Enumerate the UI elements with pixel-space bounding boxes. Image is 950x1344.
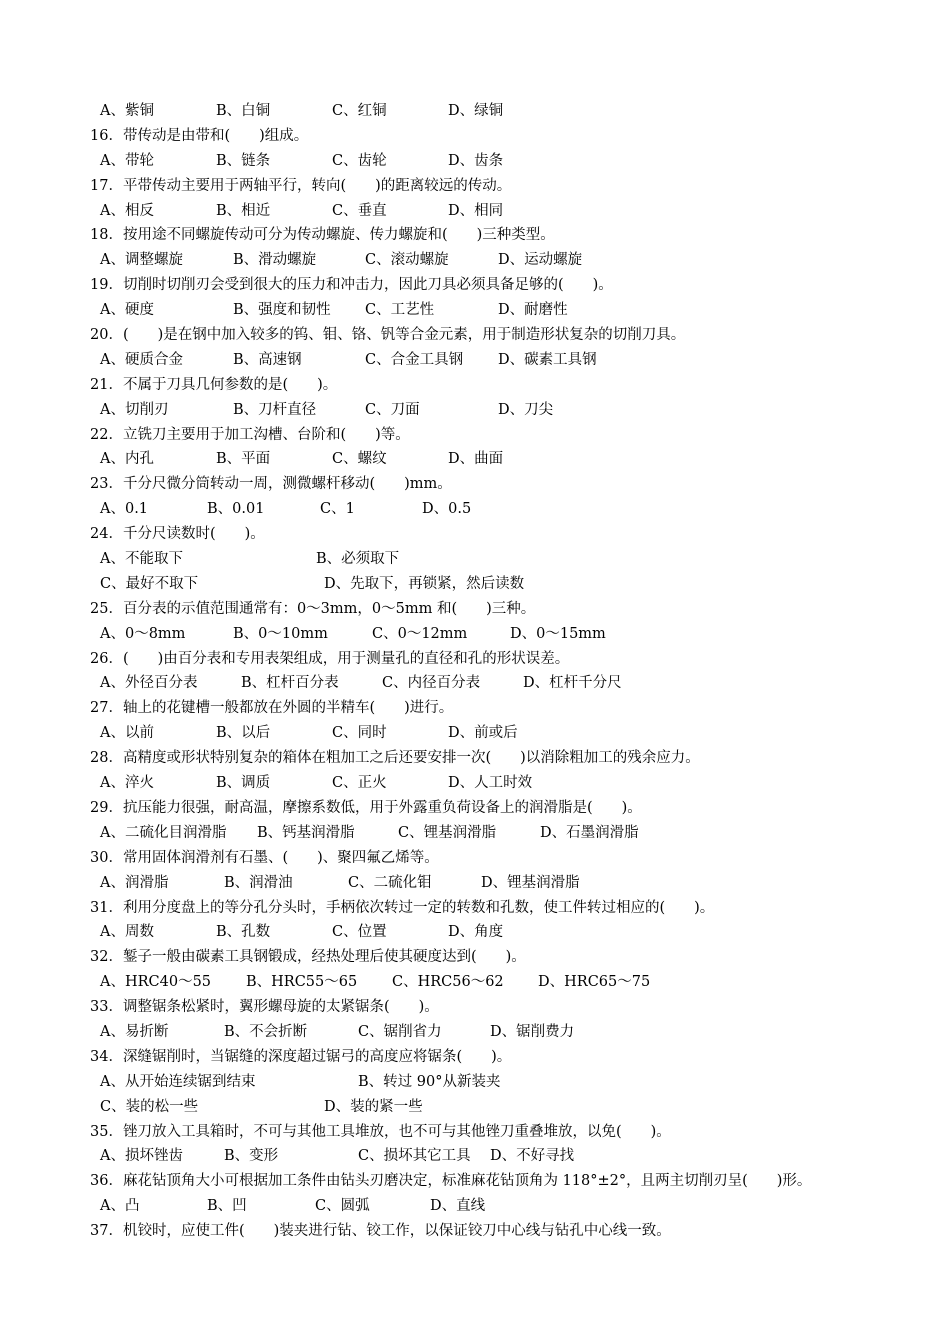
answer-option: A、0.1 <box>100 501 149 518</box>
answer-option: B、必须取下 <box>316 551 400 568</box>
question-text: 19．切削时切削刃会受到很大的压力和冲击力，因此刀具必须具备足够的( )。 <box>90 277 613 294</box>
question-text: 23．千分尺微分筒转动一周，测微螺杆移动( )mm。 <box>90 476 452 493</box>
answer-option: D、齿条 <box>448 152 504 169</box>
answer-options <box>90 1070 930 1095</box>
answer-options <box>90 447 930 472</box>
answer-options <box>90 348 930 373</box>
answer-option: C、内径百分表 <box>382 675 481 692</box>
answer-option: A、外径百分表 <box>100 675 198 692</box>
question-text: 34．深缝锯削时，当锯缝的深度超过锯弓的高度应将锯条( )。 <box>90 1048 512 1065</box>
answer-option: A、HRC40～55 <box>100 974 212 991</box>
question-text: 27．轴上的花键槽一般都放在外圆的半精车( )进行。 <box>90 700 454 717</box>
answer-option: C、1 <box>320 501 355 518</box>
answer-options <box>90 149 930 174</box>
answer-option: B、链条 <box>216 152 271 169</box>
answer-option: C、齿轮 <box>332 152 387 169</box>
answer-option: A、相反 <box>100 202 154 219</box>
answer-option: B、润滑油 <box>224 874 293 891</box>
answer-option: C、损坏其它工具 <box>358 1148 471 1165</box>
question-text: 31．利用分度盘上的等分孔分头时，手柄依次转过一定的转数和孔数，使工件转过相应的( )。 <box>90 899 715 916</box>
question-text: 21．不属于刀具几何参数的是( )。 <box>90 376 338 393</box>
answer-option: D、相同 <box>448 202 504 219</box>
question-text: 26．( )由百分表和专用表架组成，用于测量孔的直径和孔的形状误差。 <box>90 650 570 667</box>
question-text: 30．常用固体润滑剂有石墨、( )、聚四氟乙烯等。 <box>90 849 439 866</box>
answer-option: C、HRC56～62 <box>392 974 504 991</box>
answer-option: C、垂直 <box>332 202 387 219</box>
answer-option: D、曲面 <box>448 451 504 468</box>
answer-options <box>90 99 930 124</box>
answer-option: D、杠杆千分尺 <box>523 675 622 692</box>
answer-option: A、紫铜 <box>100 103 154 119</box>
answer-options <box>90 821 930 846</box>
answer-options <box>90 1095 930 1120</box>
answer-option: B、钙基润滑脂 <box>257 824 355 841</box>
answer-option: A、以前 <box>100 725 154 742</box>
answer-option: B、滑动螺旋 <box>233 252 317 269</box>
answer-option: D、装的紧一些 <box>324 1098 423 1115</box>
answer-option: A、切削刃 <box>100 401 169 418</box>
answer-option: B、转过 90°从新装夹 <box>358 1073 501 1090</box>
answer-option: C、同时 <box>332 725 387 742</box>
answer-option: B、孔数 <box>216 924 271 941</box>
answer-option: B、杠杆百分表 <box>241 675 339 692</box>
answer-option: C、位置 <box>332 924 387 941</box>
answer-option: C、锯削省力 <box>358 1023 442 1040</box>
answer-options <box>90 298 930 323</box>
answer-options <box>90 622 930 647</box>
answer-option: A、易折断 <box>100 1023 169 1040</box>
question-text: 35．锉刀放入工具箱时，不可与其他工具堆放，也不可与其他锉刀重叠堆放，以免( )。 <box>90 1123 671 1140</box>
answer-options <box>90 248 930 273</box>
answer-option: D、刀尖 <box>498 401 554 418</box>
answer-option: D、锂基润滑脂 <box>481 874 580 891</box>
question-text: 22．立铣刀主要用于加工沟槽、台阶和( )等。 <box>90 426 410 443</box>
answer-option: B、0.01 <box>207 501 265 518</box>
answer-option: C、滚动螺旋 <box>365 252 449 269</box>
question-text: 20．( )是在钢中加入较多的钨、钼、铬、钒等合金元素，用于制造形状复杂的切削刀具。 <box>90 327 686 344</box>
answer-option: A、硬质合金 <box>100 351 183 368</box>
answer-option: A、从开始连续锯到结束 <box>100 1073 256 1090</box>
answer-option: C、二硫化钼 <box>348 874 432 891</box>
answer-options <box>90 398 930 423</box>
answer-option: C、0～12mm <box>372 625 468 642</box>
question-text: 25．百分表的示值范围通常有：0～3mm，0～5mm 和( )三种。 <box>90 600 536 617</box>
answer-option: D、锯削费力 <box>490 1023 575 1040</box>
answer-options <box>90 771 930 796</box>
answer-options <box>90 547 930 572</box>
answer-option: D、HRC65～75 <box>538 974 651 991</box>
answer-options <box>90 920 930 945</box>
question-text: 32．錾子一般由碳素工具钢锻成，经热处理后使其硬度达到( )。 <box>90 949 526 966</box>
answer-option: D、0～15mm <box>510 625 606 642</box>
answer-option: B、强度和韧性 <box>233 302 331 319</box>
answer-options <box>90 199 930 224</box>
answer-option: A、淬火 <box>100 775 154 792</box>
answer-option: D、石墨润滑脂 <box>540 824 639 841</box>
answer-option: B、刀杆直径 <box>233 401 317 418</box>
answer-option: B、变形 <box>224 1148 279 1165</box>
answer-options <box>90 721 930 746</box>
answer-option: A、带轮 <box>100 152 154 169</box>
answer-option: C、刀面 <box>365 401 420 418</box>
answer-option: B、高速钢 <box>233 351 302 368</box>
answer-option: B、白铜 <box>216 103 271 119</box>
answer-option: A、润滑脂 <box>100 874 169 891</box>
answer-option: C、正火 <box>332 775 387 792</box>
answer-option: D、前或后 <box>448 725 518 742</box>
answer-option: A、调整螺旋 <box>100 252 183 269</box>
answer-options <box>90 572 930 597</box>
question-text: 36．麻花钻顶角大小可根据加工条件由钻头刃磨决定，标准麻花钻顶角为 118°±2°，且两主切削刃呈( )形。 <box>90 1173 812 1190</box>
question-text: 37．机铰时，应使工件( )装夹进行钻、铰工作，以保证铰刀中心线与钻孔中心线一致。 <box>90 1223 671 1240</box>
question-list <box>90 99 930 1244</box>
answer-option: C、锂基润滑脂 <box>398 824 497 841</box>
answer-options <box>90 871 930 896</box>
answer-option: A、内孔 <box>100 451 154 468</box>
answer-option: A、0～8mm <box>100 625 186 642</box>
answer-option: C、装的松一些 <box>100 1098 199 1115</box>
question-text: 24．千分尺读数时( )。 <box>90 526 265 543</box>
answer-option: D、绿铜 <box>448 103 504 119</box>
answer-options <box>90 970 930 995</box>
answer-option: D、先取下，再锁紧，然后读数 <box>324 575 525 592</box>
question-text: 28．高精度或形状特别复杂的箱体在粗加工之后还要安排一次( )以消除粗加工的残余应力。 <box>90 750 700 767</box>
answer-option: B、平面 <box>216 451 271 468</box>
answer-options <box>90 1020 930 1045</box>
question-text: 17．平带传动主要用于两轴平行，转向( )的距离较远的传动。 <box>90 177 512 194</box>
answer-option: D、不好寻找 <box>490 1148 575 1165</box>
answer-option: B、凹 <box>207 1198 247 1215</box>
answer-option: A、周数 <box>100 924 154 941</box>
answer-option: D、运动螺旋 <box>498 252 583 269</box>
question-text: 29．抗压能力很强，耐高温，摩擦系数低，用于外露重负荷设备上的润滑脂是( )。 <box>90 799 642 816</box>
answer-option: A、二硫化目润滑脂 <box>100 824 227 841</box>
answer-option: D、碳素工具钢 <box>498 351 597 368</box>
answer-option: D、人工时效 <box>448 775 533 792</box>
answer-options <box>90 1144 930 1169</box>
answer-option: D、角度 <box>448 924 504 941</box>
answer-option: C、最好不取下 <box>100 575 199 592</box>
answer-option: A、硬度 <box>100 302 154 319</box>
answer-options <box>90 497 930 522</box>
answer-option: D、直线 <box>430 1198 486 1215</box>
answer-option: B、0～10mm <box>233 625 328 642</box>
answer-option: C、圆弧 <box>315 1198 370 1215</box>
answer-option: D、0.5 <box>422 501 472 518</box>
question-text: 33．调整锯条松紧时，翼形螺母旋的太紧锯条( )。 <box>90 999 439 1016</box>
answer-option: B、调质 <box>216 775 271 792</box>
answer-option: C、螺纹 <box>332 451 387 468</box>
answer-options <box>90 1194 930 1219</box>
answer-option: B、以后 <box>216 725 271 742</box>
answer-options <box>90 671 930 696</box>
answer-option: B、相近 <box>216 202 271 219</box>
answer-option: C、合金工具钢 <box>365 351 464 368</box>
answer-option: C、工艺性 <box>365 302 435 319</box>
answer-option: A、损坏锉齿 <box>100 1148 183 1165</box>
question-text: 18．按用途不同螺旋传动可分为传动螺旋、传力螺旋和( )三种类型。 <box>90 227 555 244</box>
answer-option: A、凸 <box>100 1198 140 1215</box>
answer-option: D、耐磨性 <box>498 302 568 319</box>
answer-option: B、HRC55～65 <box>246 974 358 991</box>
answer-option: A、不能取下 <box>100 551 183 568</box>
question-text: 16．带传动是由带和( )组成。 <box>90 127 309 144</box>
answer-option: B、不会折断 <box>224 1023 308 1040</box>
answer-option: C、红铜 <box>332 103 387 119</box>
